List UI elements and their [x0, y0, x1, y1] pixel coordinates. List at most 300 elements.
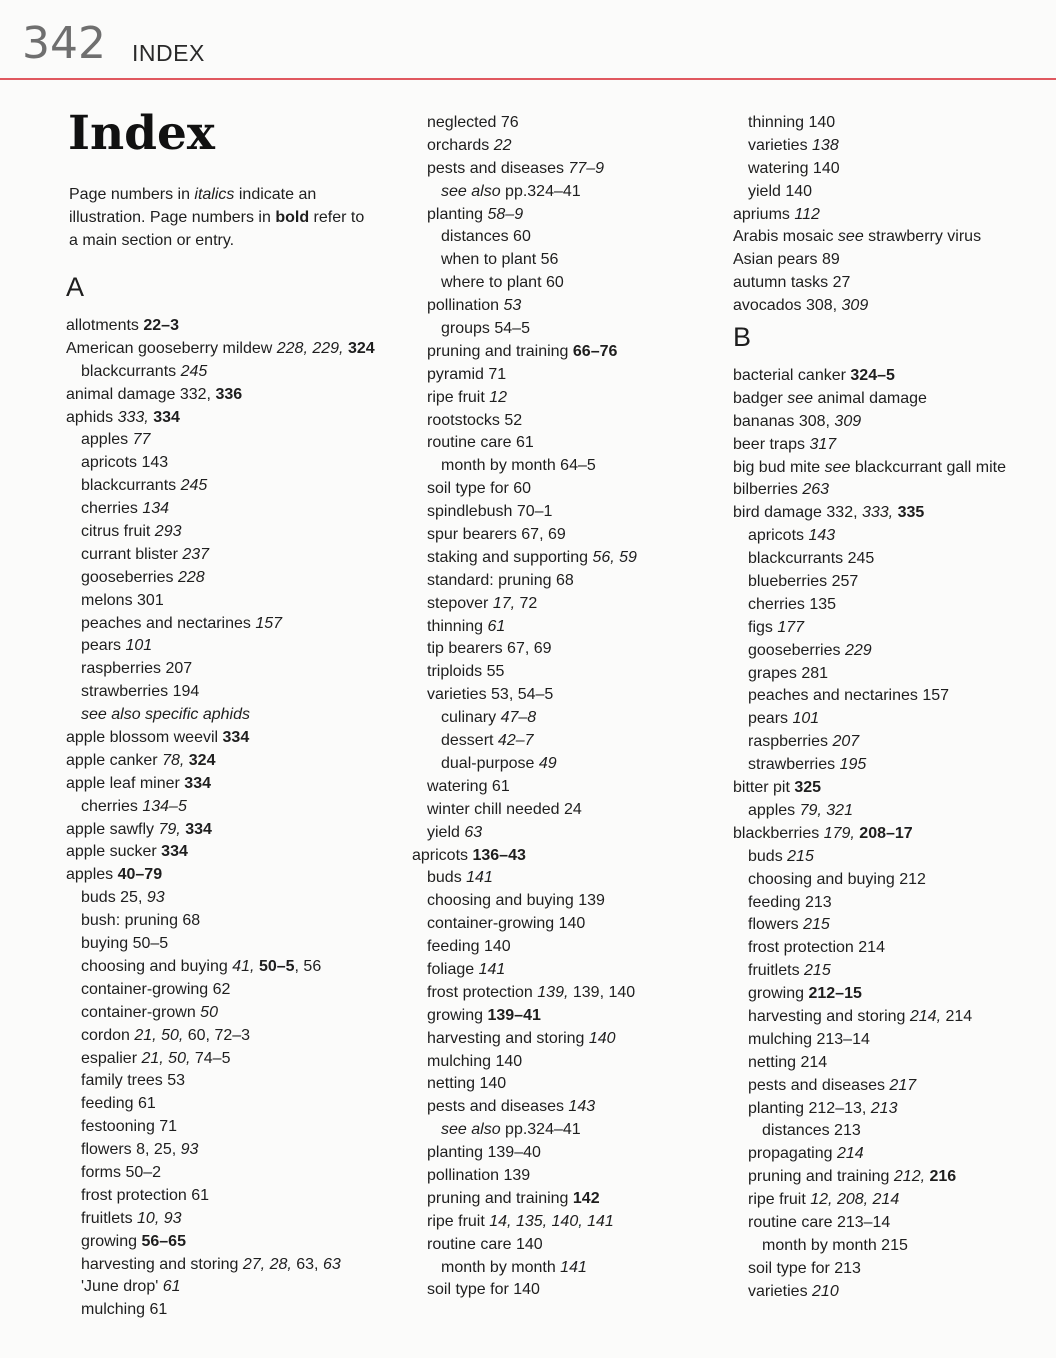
italic-page-ref: see: [824, 458, 851, 476]
index-subentry: [733, 1235, 1006, 1258]
index-subentry: [412, 1188, 637, 1211]
index-subentry: [733, 1166, 1006, 1189]
index-subentry: [412, 1096, 637, 1119]
italic-page-ref: 12, 208, 214: [810, 1191, 900, 1209]
italic-page-ref: 229: [844, 641, 872, 659]
italic-page-ref: 143: [568, 1098, 596, 1116]
index-subentry: [733, 1189, 1006, 1212]
entry-text: buds: [748, 847, 788, 865]
entry-text: gooseberries: [81, 568, 178, 586]
index-subentry: [733, 571, 1006, 594]
index-subentry: [733, 1120, 1006, 1143]
italic-page-ref: 134: [142, 500, 170, 518]
index-entry: [66, 407, 375, 430]
intro-note: [69, 184, 369, 253]
bold-page-ref: 334: [184, 774, 211, 792]
entry-text: harvesting and storing: [427, 1029, 589, 1047]
index-subentry: [412, 959, 637, 982]
index-subentry: [412, 1257, 637, 1280]
entry-text: pests and diseases: [427, 1098, 569, 1116]
entry-text: apple blossom weevil: [66, 729, 223, 747]
italic-page-ref: 63: [322, 1255, 341, 1273]
bold-page-ref: 325: [794, 779, 822, 797]
index-column-1: [66, 268, 375, 1322]
index-subentry: [733, 846, 1006, 869]
index-subentry: [412, 204, 637, 227]
index-subentry: [66, 567, 375, 590]
index-subentry: [412, 410, 637, 433]
italic-page-ref: 215: [787, 847, 814, 865]
entry-text: triploids 55: [427, 663, 505, 681]
entry-text: Page numbers in: [69, 186, 195, 203]
entry-text: stepover: [427, 594, 493, 612]
index-subentry: [412, 661, 637, 684]
entry-text: harvesting and storing: [81, 1255, 243, 1273]
index-subentry: [412, 1005, 637, 1028]
entry-text: when to plant 56: [441, 251, 559, 269]
entry-text: aphids: [66, 408, 118, 426]
page-title: Index: [68, 106, 215, 161]
index-subentry: [412, 890, 637, 913]
italic-page-ref: 228, 229,: [276, 339, 344, 357]
index-subentry: [66, 1299, 375, 1322]
italic-page-ref: see also specific aphids: [81, 706, 250, 724]
entry-text: feeding 213: [748, 893, 832, 911]
entry-text: orchards: [427, 136, 494, 154]
index-subentry: [733, 1052, 1006, 1075]
index-subentry: [733, 617, 1006, 640]
index-subentry: [412, 364, 637, 387]
index-subentry: [733, 1258, 1006, 1281]
index-subentry: [733, 800, 1006, 823]
entry-text: pears: [81, 637, 126, 655]
bold-page-ref: 136–43: [472, 846, 526, 864]
index-entry: [733, 434, 1006, 457]
italic-page-ref: 293: [154, 523, 182, 541]
entry-text: foliage: [427, 960, 479, 978]
index-subentry: [412, 432, 637, 455]
index-subentry: [412, 1119, 637, 1142]
index-subentry: [412, 387, 637, 410]
italic-page-ref: 237: [182, 545, 210, 563]
entry-text: raspberries: [748, 733, 833, 751]
index-subentry: [66, 979, 375, 1002]
entry-text: bananas 308,: [733, 412, 835, 430]
italic-page-ref: see also: [441, 182, 501, 200]
entry-text: figs: [748, 618, 778, 636]
entry-text: choosing and buying 212: [748, 870, 926, 888]
index-subentry: [412, 593, 637, 616]
italic-page-ref: 47–8: [500, 709, 537, 727]
index-entry: [733, 272, 1006, 295]
entry-text: harvesting and storing: [748, 1007, 910, 1025]
italic-page-ref: 138: [812, 136, 839, 154]
entry-text: buying 50–5: [81, 935, 169, 953]
index-subentry: [412, 616, 637, 639]
index-entry: [66, 338, 375, 361]
entry-text: forms 50–2: [81, 1163, 162, 1181]
index-subentry: [412, 936, 637, 959]
index-subentry: [733, 1029, 1006, 1052]
entry-text: staking and supporting: [427, 548, 593, 566]
bold-page-ref: 335: [897, 504, 925, 522]
index-subentry: [66, 635, 375, 658]
index-entry: [66, 750, 375, 773]
index-subentry: [733, 548, 1006, 571]
index-subentry: [66, 1002, 375, 1025]
entry-text: netting 140: [427, 1075, 507, 1093]
index-entry: [733, 204, 1006, 227]
italic-page-ref: 50: [200, 1003, 218, 1021]
index-entry: [733, 388, 1006, 411]
entry-text: spindlebush 70–1: [427, 503, 553, 521]
index-subentry: [66, 1093, 375, 1116]
bold-page-ref: 334: [153, 408, 180, 426]
index-subentry: [412, 638, 637, 661]
entry-text: pollination: [427, 297, 504, 315]
italic-page-ref: see also: [441, 1121, 501, 1139]
entry-text: strawberries 194: [81, 683, 200, 701]
index-subentry: [66, 1162, 375, 1185]
entry-text: winter chill needed 24: [427, 800, 582, 818]
entry-text: apples: [66, 866, 118, 884]
section-letter: B: [733, 322, 752, 353]
entry-text: bush: pruning 68: [81, 912, 201, 930]
index-subentry: [66, 1048, 375, 1071]
entry-text: apricots: [748, 527, 809, 545]
entry-text: fruitlets: [748, 962, 805, 980]
italic-page-ref: 217: [889, 1076, 917, 1094]
bold-page-ref: 336: [215, 385, 243, 403]
italic-page-ref: see: [787, 389, 814, 407]
italic-page-ref: 93: [180, 1141, 199, 1159]
index-subentry: [412, 295, 637, 318]
index-entry: [733, 479, 1006, 502]
italic-page-ref: 101: [125, 637, 153, 655]
entry-text: choosing and buying 139: [427, 892, 605, 910]
index-subentry: [66, 1139, 375, 1162]
index-subentry: [66, 704, 375, 727]
entry-text: cordon: [81, 1026, 135, 1044]
italic-page-ref: 333,: [117, 408, 149, 426]
entry-text: cherries: [81, 500, 143, 518]
index-subentry: [733, 914, 1006, 937]
index-subentry: [412, 1211, 637, 1234]
bold-page-ref: 324: [188, 751, 216, 769]
entry-text: routine care 140: [427, 1235, 543, 1253]
index-subentry: [412, 478, 637, 501]
italic-page-ref: 77–9: [568, 159, 605, 177]
entry-text: varieties: [748, 136, 813, 154]
entry-text: pruning and training: [748, 1168, 894, 1186]
index-subentry: [66, 681, 375, 704]
entry-text: culinary: [441, 709, 501, 727]
entry-text: standard: pruning 68: [427, 571, 574, 589]
entry-text: 63,: [291, 1255, 323, 1273]
entry-text: pears: [748, 710, 793, 728]
bold-page-ref: 334: [161, 843, 188, 861]
entry-text: frost protection: [427, 983, 538, 1001]
bold-page-ref: 212–15: [808, 985, 862, 1003]
index-subentry: [733, 731, 1006, 754]
entry-text: planting: [427, 205, 488, 223]
entry-text: indicate an illustration. Page numbers in: [69, 186, 317, 226]
entry-text: mulching 61: [81, 1301, 168, 1319]
entry-text: grapes 281: [748, 664, 829, 682]
entry-text: soil type for 213: [748, 1259, 861, 1277]
index-subentry: [733, 112, 1006, 135]
page-number: 342: [22, 18, 106, 69]
entry-text: growing: [81, 1232, 142, 1250]
index-subentry: [66, 1208, 375, 1231]
index-subentry: [66, 498, 375, 521]
index-subentry: [412, 1234, 637, 1257]
italic-page-ref: 78,: [162, 751, 185, 769]
entry-text: planting 139–40: [427, 1144, 541, 1162]
italic-page-ref: 134–5: [142, 797, 187, 815]
index-entry: [733, 226, 1006, 249]
entry-text: beer traps: [733, 435, 810, 453]
italic-page-ref: italics: [194, 186, 235, 203]
italic-page-ref: 140: [588, 1029, 616, 1047]
italic-page-ref: 17,: [492, 594, 516, 612]
entry-text: apple sawfly: [66, 820, 159, 838]
italic-page-ref: 61: [487, 617, 506, 635]
bold-page-ref: 216: [929, 1168, 957, 1186]
bold-page-ref: 324: [347, 339, 375, 357]
italic-page-ref: 213: [870, 1099, 898, 1117]
entry-text: flowers 8, 25,: [81, 1141, 181, 1159]
index-subentry: [733, 1281, 1006, 1304]
index-entry: [733, 411, 1006, 434]
index-subentry: [412, 570, 637, 593]
bold-page-ref: bold: [275, 208, 310, 226]
index-subentry: [412, 158, 637, 181]
index-subentry: [733, 1098, 1006, 1121]
entry-text: varieties: [748, 1282, 813, 1300]
entry-text: month by month 64–5: [441, 457, 596, 475]
entry-text: blueberries 257: [748, 573, 859, 591]
italic-page-ref: 77: [132, 431, 151, 449]
index-subentry: [66, 1116, 375, 1139]
italic-page-ref: 141: [560, 1258, 587, 1276]
italic-page-ref: 215: [803, 916, 830, 934]
index-subentry: [733, 1006, 1006, 1029]
index-subentry: [412, 341, 637, 364]
index-subentry: [412, 1279, 637, 1302]
entry-text: strawberries: [748, 756, 840, 774]
entry-text: apples: [748, 801, 800, 819]
italic-page-ref: 12: [489, 388, 508, 406]
index-subentry: [412, 1165, 637, 1188]
entry-text: big bud mite: [733, 458, 825, 476]
entry-text: container-grown: [81, 1003, 201, 1021]
entry-text: groups 54–5: [441, 320, 530, 338]
entry-text: , 56: [294, 957, 322, 975]
entry-text: watering 61: [427, 777, 510, 795]
index-subentry: [412, 181, 637, 204]
index-subentry: [412, 753, 637, 776]
italic-page-ref: 27, 28,: [242, 1255, 292, 1273]
entry-text: spur bearers 67, 69: [427, 526, 566, 544]
italic-page-ref: 93: [146, 889, 165, 907]
entry-text: month by month: [441, 1258, 561, 1276]
entry-text: apple leaf miner: [66, 774, 185, 792]
entry-text: gooseberries: [748, 641, 845, 659]
bold-page-ref: 334: [185, 820, 212, 838]
index-column-2: [412, 112, 637, 1302]
italic-page-ref: 79,: [158, 820, 181, 838]
entry-text: apple canker: [66, 751, 163, 769]
entry-text: animal damage: [813, 389, 927, 407]
section-letter: A: [66, 272, 85, 302]
bold-page-ref: 22–3: [143, 317, 179, 334]
italic-page-ref: 61: [162, 1278, 181, 1296]
index-subentry: [412, 455, 637, 478]
italic-page-ref: 177: [777, 618, 805, 636]
italic-page-ref: 309: [841, 297, 869, 315]
entry-text: Asian pears 89: [733, 251, 840, 269]
italic-page-ref: 317: [809, 435, 837, 453]
index-subentry: [412, 1028, 637, 1051]
index-subentry: [412, 524, 637, 547]
entry-text: buds: [427, 869, 467, 887]
bold-page-ref: 139–41: [487, 1006, 541, 1024]
entry-text: distances 60: [441, 228, 531, 246]
entry-text: Arabis mosaic: [733, 228, 838, 246]
italic-page-ref: 228: [177, 568, 205, 586]
entry-text: blackcurrant gall mite: [850, 458, 1007, 476]
entry-text: container-growing 140: [427, 915, 586, 933]
index-subentry: [733, 1143, 1006, 1166]
index-subentry: [412, 547, 637, 570]
bold-page-ref: 334: [222, 729, 250, 747]
index-entry: [66, 384, 375, 407]
italic-page-ref: 157: [255, 614, 283, 632]
entry-text: bird damage 332,: [733, 504, 862, 522]
entry-text: frost protection 214: [748, 939, 885, 957]
italic-page-ref: 263: [802, 481, 830, 499]
entry-text: netting 214: [748, 1053, 828, 1071]
entry-text: blackberries: [733, 824, 824, 842]
index-subentry: [66, 1254, 375, 1277]
entry-text: strawberry virus: [863, 228, 982, 246]
index-subentry: [66, 590, 375, 613]
bold-page-ref: 142: [572, 1189, 600, 1207]
index-subentry: [66, 796, 375, 819]
index-subentry: [733, 708, 1006, 731]
entry-text: bilberries: [733, 481, 803, 499]
italic-page-ref: 212,: [893, 1168, 926, 1186]
bold-page-ref: 56–65: [141, 1232, 186, 1250]
entry-text: autumn tasks 27: [733, 274, 851, 292]
entry-text: 72: [515, 594, 538, 612]
index-subentry: [412, 684, 637, 707]
entry-text: espalier: [81, 1049, 142, 1067]
index-subentry: [66, 361, 375, 384]
italic-page-ref: 309: [834, 412, 862, 430]
entry-text: bacterial canker: [733, 367, 851, 385]
entry-text: peaches and nectarines 157: [748, 687, 950, 705]
italic-page-ref: 21, 50,: [134, 1026, 184, 1044]
entry-text: frost protection 61: [81, 1186, 210, 1204]
index-subentry: [66, 887, 375, 910]
entry-text: where to plant 60: [441, 274, 564, 292]
index-subentry: [412, 226, 637, 249]
entry-text: fruitlets: [81, 1209, 138, 1227]
entry-text: mulching 213–14: [748, 1030, 870, 1048]
entry-text: growing: [748, 985, 809, 1003]
index-subentry: [733, 983, 1006, 1006]
entry-text: American gooseberry mildew: [66, 339, 277, 357]
entry-text: citrus fruit: [81, 523, 155, 541]
entry-text: dual-purpose: [441, 754, 539, 772]
entry-text: choosing and buying: [81, 957, 233, 975]
header-rule: [0, 78, 1056, 80]
entry-text: pyramid 71: [427, 365, 507, 383]
index-subentry: [733, 525, 1006, 548]
italic-page-ref: 101: [792, 710, 820, 728]
italic-page-ref: 56, 59: [592, 548, 637, 566]
entry-text: apples: [81, 431, 133, 449]
italic-page-ref: see: [837, 228, 864, 246]
italic-page-ref: 14, 135, 140, 141: [489, 1212, 614, 1230]
entry-text: pests and diseases: [427, 159, 569, 177]
entry-text: bitter pit: [733, 779, 795, 797]
entry-text: dessert: [441, 732, 498, 750]
entry-text: pollination 139: [427, 1166, 531, 1184]
entry-text: month by month 215: [762, 1236, 908, 1254]
index-subentry: [66, 1185, 375, 1208]
entry-text: apriums: [733, 205, 795, 223]
entry-text: pests and diseases: [748, 1076, 890, 1094]
index-subentry: [412, 982, 637, 1005]
index-subentry: [733, 869, 1006, 892]
entry-text: blackcurrants 245: [748, 550, 875, 568]
italic-page-ref: 141: [478, 960, 506, 978]
index-subentry: [412, 730, 637, 753]
bold-page-ref: 40–79: [117, 866, 163, 884]
entry-text: peaches and nectarines: [81, 614, 256, 632]
entry-text: ripe fruit: [427, 1212, 490, 1230]
entry-text: growing: [427, 1006, 488, 1024]
bold-page-ref: 66–76: [572, 342, 618, 360]
entry-text: propagating: [748, 1145, 837, 1163]
index-subentry: [733, 640, 1006, 663]
index-subentry: [412, 272, 637, 295]
index-subentry: [412, 799, 637, 822]
entry-text: animal damage 332,: [66, 385, 216, 403]
index-subentry: [66, 956, 375, 979]
index-subentry: [733, 685, 1006, 708]
index-entry: [66, 819, 375, 842]
entry-text: container-growing 62: [81, 980, 231, 998]
index-entry: [66, 864, 375, 887]
index-subentry: [66, 521, 375, 544]
italic-page-ref: 214,: [909, 1007, 942, 1025]
entry-text: avocados 308,: [733, 297, 842, 315]
index-subentry: [412, 822, 637, 845]
index-subentry: [66, 429, 375, 452]
entry-text: soil type for 140: [427, 1281, 540, 1299]
italic-page-ref: 245: [180, 362, 208, 380]
entry-text: pruning and training: [427, 1189, 573, 1207]
entry-text: pp.324–41: [500, 182, 581, 200]
entry-text: feeding 140: [427, 938, 511, 956]
index-subentry: [66, 933, 375, 956]
index-entry: [66, 841, 375, 864]
italic-page-ref: 179,: [823, 824, 855, 842]
